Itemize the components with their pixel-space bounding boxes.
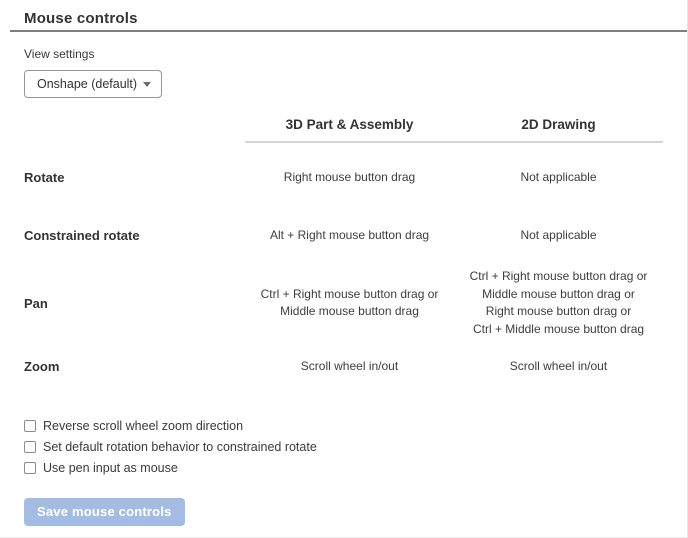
cell-2d: Scroll wheel in/out — [509, 359, 608, 373]
checkbox-row-pen-input[interactable] — [24, 458, 687, 479]
cell-2d: Not applicable — [520, 227, 597, 242]
table-row-zoom — [0, 338, 687, 376]
cell-3d: Alt + Right mouse button drag — [269, 227, 430, 242]
row-label: Pan — [24, 295, 48, 311]
view-settings-dropdown-value: Onshape (default) — [37, 77, 138, 91]
chevron-down-icon — [143, 82, 151, 87]
row-label: Rotate — [24, 170, 65, 186]
checkbox-pen-input[interactable] — [24, 462, 36, 474]
save-mouse-controls-button[interactable]: Save mouse controls — [24, 498, 185, 526]
page-title: Mouse controls — [24, 10, 138, 27]
checkbox-label: Set default rotation behavior to constrained rotate — [43, 440, 317, 454]
table-header-row — [0, 111, 687, 141]
checkbox-row-reverse-scroll[interactable] — [24, 416, 687, 437]
row-label: Constrained rotate — [24, 227, 140, 243]
row-label: Zoom — [24, 359, 60, 375]
checkbox-default-constrained-rotate[interactable] — [24, 441, 36, 453]
view-settings-label: View settings — [24, 47, 95, 61]
cell-3d: Ctrl + Right mouse button drag or Middle mouse button drag — [260, 286, 439, 318]
checkbox-row-default-constrained-rotate[interactable] — [24, 437, 687, 458]
table-row-constrained-rotate — [0, 187, 687, 245]
column-header-3d: 3D Part & Assembly — [285, 117, 414, 132]
cell-2d: Not applicable — [520, 170, 597, 184]
title-divider — [10, 30, 687, 32]
column-header-2d: 2D Drawing — [521, 117, 596, 132]
cell-3d: Scroll wheel in/out — [300, 359, 399, 373]
cell-3d: Right mouse button drag — [283, 170, 416, 184]
view-settings-dropdown[interactable] — [24, 70, 162, 98]
checkbox-label: Use pen input as mouse — [43, 461, 178, 475]
checkbox-label: Reverse scroll wheel zoom direction — [43, 419, 244, 433]
table-row-pan — [0, 244, 687, 338]
checkbox-reverse-scroll[interactable] — [24, 420, 36, 432]
options-checkbox-group — [24, 416, 687, 479]
cell-2d: Ctrl + Right mouse button drag or Middle mouse button drag or Right mouse button drag or Ctrl + Middle mouse button drag — [469, 269, 648, 336]
mouse-controls-table — [0, 111, 687, 376]
table-row-rotate — [0, 143, 687, 187]
